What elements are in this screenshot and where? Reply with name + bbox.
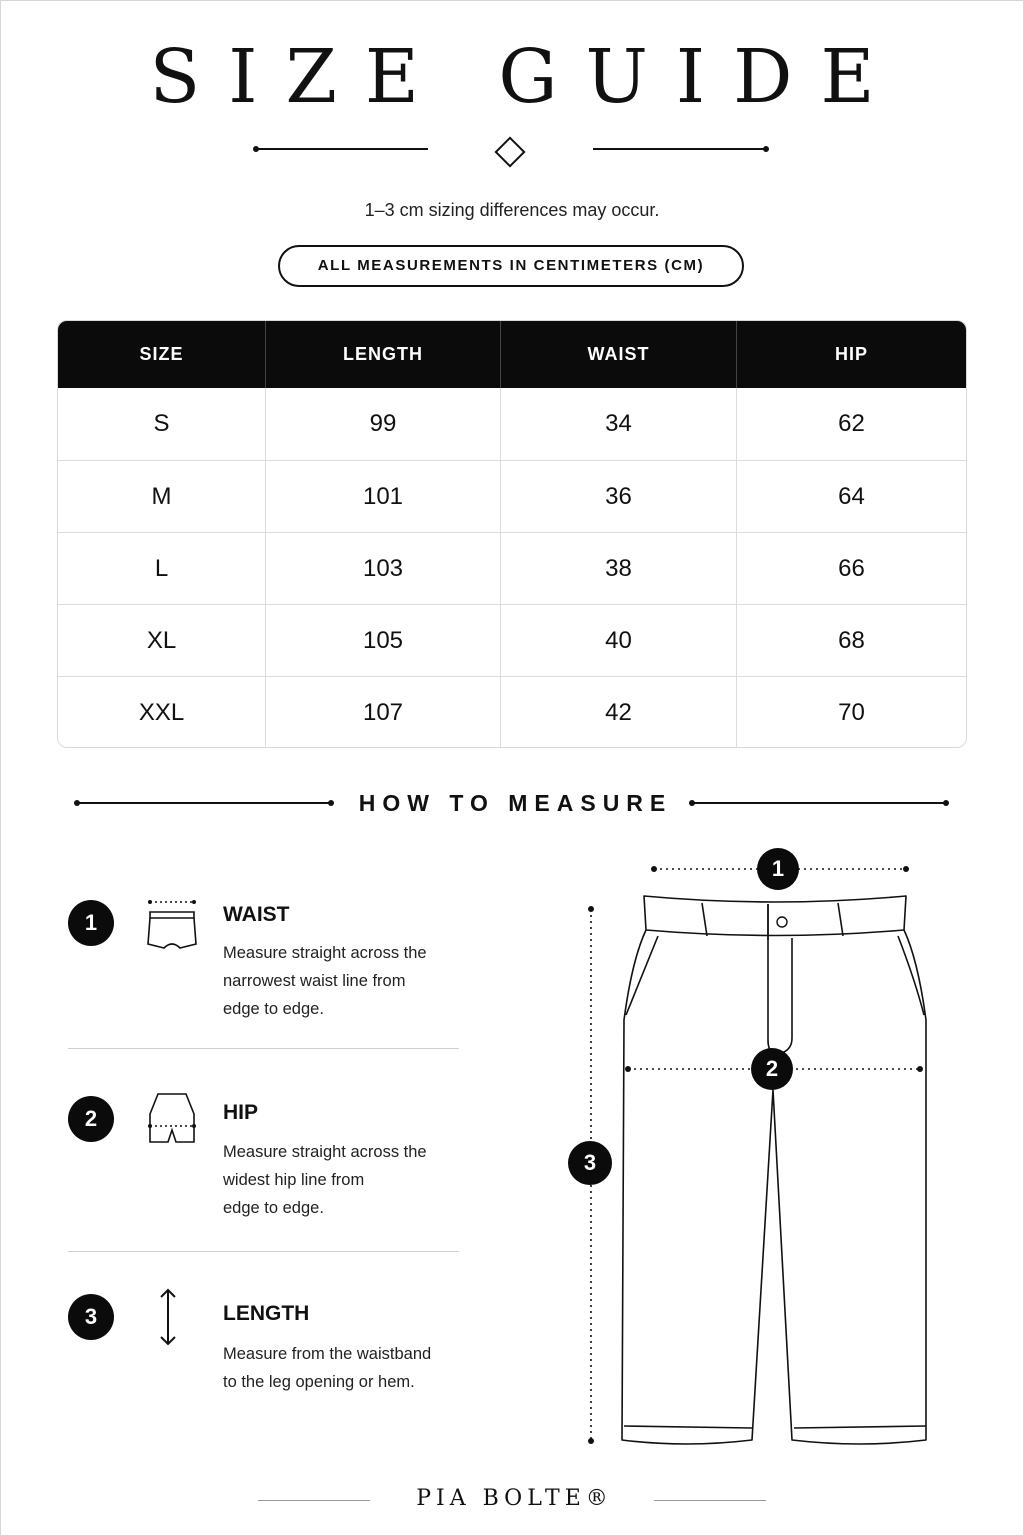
cell-waist: 34 <box>501 388 737 460</box>
desc-line: widest hip line from <box>223 1171 365 1189</box>
waist-description <box>223 939 463 1023</box>
header-length: LENGTH <box>266 321 501 388</box>
cell-hip: 64 <box>838 482 865 510</box>
units-badge: ALL MEASUREMENTS IN CENTIMETERS (CM) <box>278 245 744 287</box>
table-header-row <box>58 321 966 388</box>
cell-hip: 70 <box>838 698 865 726</box>
cell-length: 103 <box>266 533 501 604</box>
cell-waist: 38 <box>501 533 737 604</box>
how-rule-right-dot <box>943 800 949 806</box>
hip-description <box>223 1138 463 1222</box>
desc-line: narrowest waist line from <box>223 972 406 990</box>
table-row <box>58 388 966 460</box>
desc-line: edge to edge. <box>223 1000 324 1018</box>
desc-line: Measure from the waistband <box>223 1345 432 1363</box>
cell-waist: 36 <box>501 461 737 532</box>
cell-size: M <box>58 461 266 532</box>
shorts-hip-icon <box>144 1090 200 1150</box>
desc-line: Measure straight across the <box>223 944 427 962</box>
length-title: LENGTH <box>223 1302 310 1325</box>
cell-waist: 40 <box>501 605 737 676</box>
diagram-badge-hip: 2 <box>751 1048 793 1090</box>
vertical-arrow-icon <box>156 1286 180 1348</box>
cell-hip: 62 <box>838 410 865 437</box>
desc-line: to the leg opening or hem. <box>223 1373 415 1391</box>
sizing-note: 1–3 cm sizing differences may occur. <box>364 200 660 220</box>
step-number-badge: 1 <box>68 900 114 946</box>
cell-size: L <box>58 533 266 604</box>
how-rule-right <box>692 802 946 804</box>
hip-title: HIP <box>223 1101 259 1124</box>
length-description <box>223 1340 463 1396</box>
cell-length: 101 <box>266 461 501 532</box>
section-divider <box>68 1251 459 1252</box>
how-rule-right-dot <box>689 800 695 806</box>
waist-title: WAIST <box>223 903 290 926</box>
table-row <box>58 460 966 532</box>
title-rule-right <box>593 148 765 150</box>
cell-length: 99 <box>266 388 501 460</box>
cell-hip: 68 <box>838 626 865 654</box>
section-divider <box>68 1048 459 1049</box>
cell-hip: 66 <box>838 554 865 582</box>
trousers-diagram <box>560 840 960 1460</box>
page-title: SIZE GUIDE <box>149 34 903 120</box>
cell-size: XL <box>58 605 266 676</box>
title-rule-left <box>256 148 428 150</box>
header-size: SIZE <box>58 321 266 388</box>
table-row <box>58 532 966 604</box>
trousers-outline <box>622 896 926 1444</box>
header-waist: WAIST <box>501 321 737 388</box>
cell-waist: 42 <box>501 677 737 748</box>
title-rule-right-dot <box>763 146 769 152</box>
briefs-waist-icon <box>144 896 200 956</box>
desc-line: Measure straight across the <box>223 1143 427 1161</box>
brand-rule-right <box>654 1500 766 1501</box>
diagram-badge-length: 3 <box>568 1141 612 1185</box>
cell-size: XXL <box>58 677 266 748</box>
how-to-measure-heading: HOW TO MEASURE <box>358 790 673 816</box>
title-rule-left-dot <box>253 146 259 152</box>
cell-size: S <box>58 388 266 460</box>
table-row <box>58 676 966 748</box>
table-row <box>58 604 966 676</box>
size-table <box>57 320 967 748</box>
brand-logo: PIA BOLTE® <box>416 1486 613 1511</box>
desc-line: edge to edge. <box>223 1199 324 1217</box>
button-icon <box>777 917 787 927</box>
cell-length: 107 <box>266 677 501 748</box>
cell-length: 105 <box>266 605 501 676</box>
diagram-badge-waist: 1 <box>757 848 799 890</box>
step-number-badge: 2 <box>68 1096 114 1142</box>
header-hip: HIP <box>834 344 868 364</box>
step-number-badge: 3 <box>68 1294 114 1340</box>
